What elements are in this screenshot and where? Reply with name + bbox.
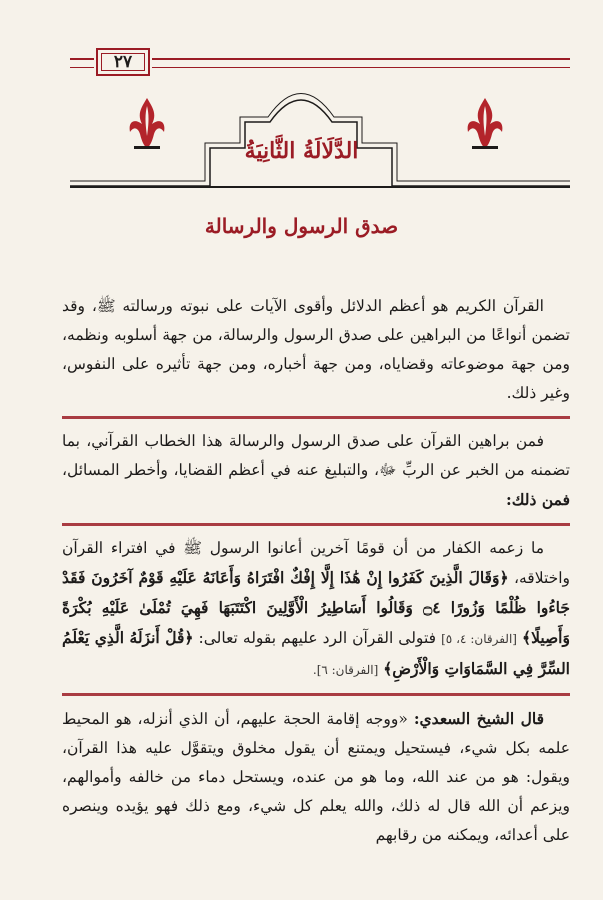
page-number-text: ٢٧ (113, 52, 133, 72)
paragraph-2-lead: فمن ذلك: (506, 490, 570, 509)
paragraph-3-text-1: ما زعمه الكفار من أن قومًا آخرين أعانوا الرسول ﷺ في افتراء القرآن واختلاقه، (62, 539, 570, 587)
paragraph-4-text: «ووجه إقامة الحجة عليهم، أن الذي أنزله، هو المحيط علمه بكل شيء، فيستحيل ويمتنع أن يقول مخلوق ويتقوَّل عليه هذا القرآن، ويقول: هو من عند الله، وما هو من عنده، ويستحل دماء من خالفه وأموالهم، ويزعم أن الله قال له ذلك، والله يعلم كل شيء، ومع ذلك فهو يؤيده وينصره على أعدائه، ويمكنه من رقابهم (62, 710, 570, 844)
paragraph-3 (62, 534, 570, 685)
paragraph-divider (62, 693, 570, 696)
verse-reference-2: [الفرقان: ٦]. (312, 663, 379, 677)
quran-verse-2: ﴿قُلْ أَنزَلَهُ الَّذِي يَعْلَمُ السِّرَّ فِي السَّمَاوَاتِ وَالْأَرْضِ﴾ (62, 628, 570, 678)
chapter-title: صدق الرسول والرسالة (204, 214, 399, 238)
header-frame (0, 60, 603, 190)
paragraph-3-text-2: فتولى القرآن الرد عليهم بقوله تعالى: (198, 629, 437, 647)
paragraph-1: القرآن الكريم هو أعظم الدلائل وأقوى الآيات على نبوته ورسالته ﷺ، وقد تضمن أنواعًا من البراهين على صدق الرسول والرسالة، من جهة أسلوبه ونظمه، ومن جهة موضوعاته وقضاياه، ومن جهة أخباره، ومن جهة تأثيره على النفوس، وغير ذلك. (62, 297, 570, 402)
quote-attribution: قال الشيخ السعدي: (413, 709, 544, 728)
paragraph-divider (62, 416, 570, 419)
verse-reference-1: [الفرقان: ٤، ٥] (441, 632, 517, 646)
paragraph-divider (62, 523, 570, 526)
body-text (62, 292, 570, 850)
paragraph-2-text: فمن براهين القرآن على صدق الرسول والرسالة هذا الخطاب القرآني، بما تضمنه من الخبر عن الربِّ ﷻ، والتبليغ عنه في أعظم القضايا، وأخطر المسائل، (62, 432, 570, 479)
section-title: الدَّلَالَةُ الثَّانِيَةُ (244, 138, 359, 164)
paragraph-4 (62, 704, 570, 850)
quran-verse-1: ﴿وَقَالَ الَّذِينَ كَفَرُوا إِنْ هَٰذَا إِلَّا إِفْكٌ افْتَرَاهُ وَأَعَانَهُ عَلَيْهِ قَوْمٌ آخَرُونَ فَقَدْ جَاءُوا ظُلْمًا وَزُورًا ۝٤ وَقَالُوا أَسَاطِيرُ الْأَوَّلِينَ اكْتَتَبَهَا فَهِيَ تُمْلَىٰ عَلَيْهِ بُكْرَةً وَأَصِيلًا﴾ (62, 568, 570, 647)
header-bottom-rule (70, 186, 570, 188)
paragraph-2 (62, 427, 570, 515)
